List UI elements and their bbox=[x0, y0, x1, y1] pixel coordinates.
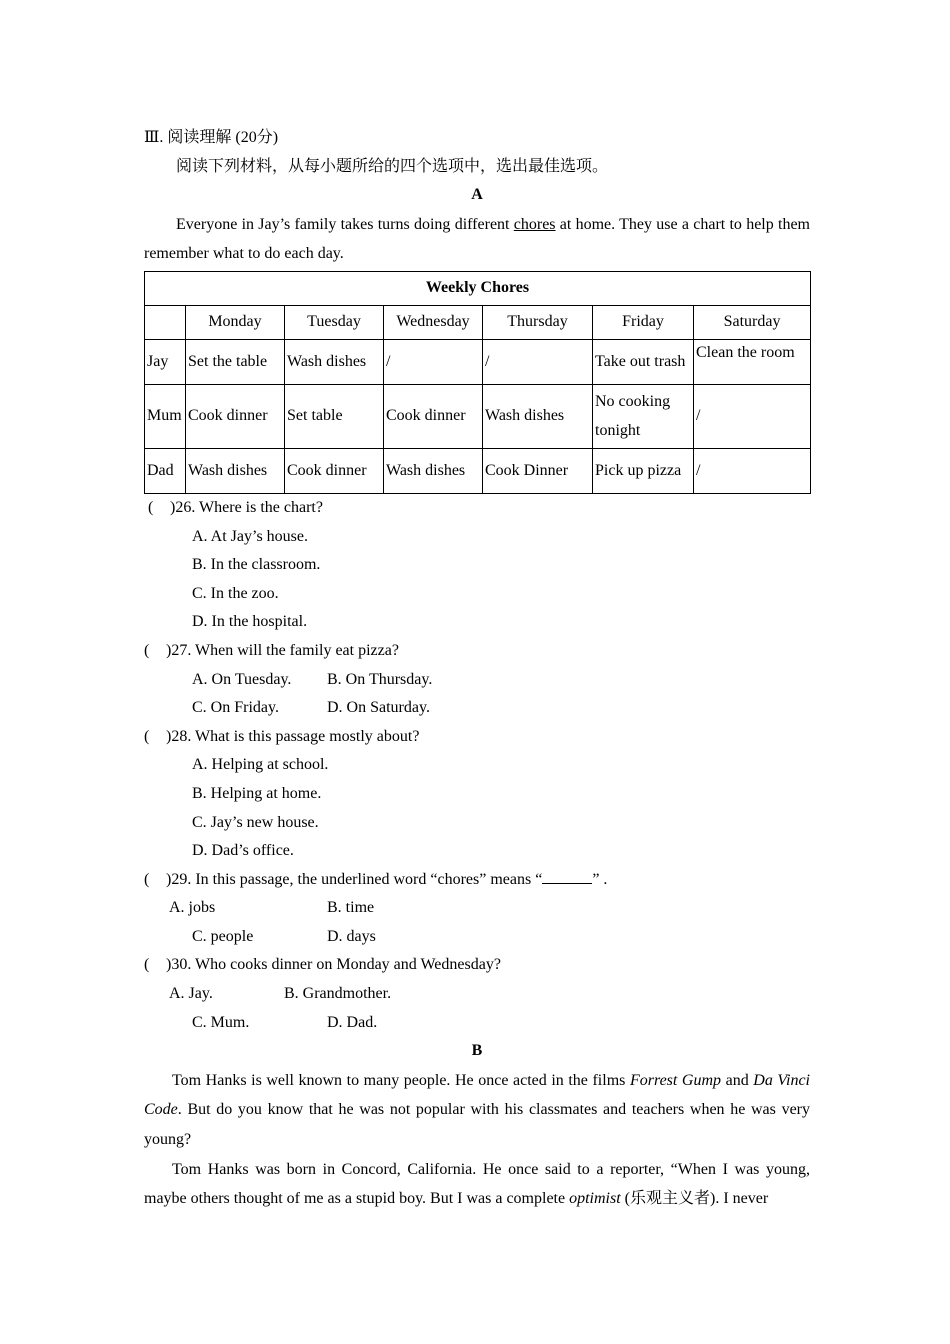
film-title: Da Vinci Code bbox=[144, 1071, 811, 1119]
day-header: Thursday bbox=[483, 305, 593, 339]
day-header: Saturday bbox=[694, 305, 811, 339]
passage-b-paragraph-1: Tom Hanks is well known to many people. He once acted in the films Forrest Gump and Da Vinci Code. But do you know that he was not popular with his classmates and teachers when he was very young? bbox=[144, 1071, 811, 1149]
option-row bbox=[144, 923, 810, 952]
question-27: ( )27. When will the family eat pizza? bbox=[144, 641, 399, 659]
question-30: ( )30. Who cooks dinner on Monday and Wednesday? bbox=[144, 956, 501, 974]
italic-word: optimist bbox=[569, 1190, 621, 1208]
answer-blank bbox=[542, 869, 592, 884]
option: B. time bbox=[327, 899, 375, 917]
row-name: Mum bbox=[145, 384, 186, 448]
section-instruction: 阅读下列材料，从每小题所给的四个选项中，选出最佳选项。 bbox=[176, 157, 609, 175]
table-row bbox=[145, 448, 811, 493]
row-name: Jay bbox=[145, 339, 186, 384]
table-cell: Wash dishes bbox=[186, 448, 285, 493]
option: D. Dad. bbox=[327, 1013, 378, 1031]
question-28: ( )28. What is this passage mostly about? bbox=[144, 727, 420, 745]
table-cell: Set table bbox=[285, 384, 384, 448]
passage-b-label: B bbox=[471, 1042, 483, 1060]
table-cell: Cook dinner bbox=[384, 384, 483, 448]
option: B. In the classroom. bbox=[192, 556, 321, 574]
document-page bbox=[144, 124, 810, 1214]
option: D. On Saturday. bbox=[327, 699, 430, 717]
table-row bbox=[145, 384, 811, 448]
underlined-word-chores: chores bbox=[513, 215, 556, 233]
option: C. Jay’s new house. bbox=[192, 813, 319, 831]
day-header: Wednesday bbox=[384, 305, 483, 339]
option: A. jobs bbox=[169, 899, 216, 917]
option-row bbox=[144, 666, 810, 695]
option: A. On Tuesday. bbox=[192, 670, 292, 688]
question-29: ( )29. In this passage, the underlined word “chores” means “ ” . bbox=[144, 870, 608, 888]
option: C. On Friday. bbox=[192, 699, 279, 717]
table-cell: / bbox=[384, 339, 483, 384]
table-cell: Cook dinner bbox=[186, 384, 285, 448]
table-cell: Wash dishes bbox=[483, 384, 593, 448]
row-name: Dad bbox=[145, 448, 186, 493]
table-header-row bbox=[145, 305, 811, 339]
table-cell: Cook Dinner bbox=[483, 448, 593, 493]
option: A. Jay. bbox=[169, 985, 213, 1003]
option: D. In the hospital. bbox=[192, 613, 308, 631]
table-title: Weekly Chores bbox=[145, 271, 811, 305]
option: D. Dad’s office. bbox=[192, 842, 294, 860]
film-title: Forrest Gump bbox=[629, 1071, 722, 1089]
table-cell: Wash dishes bbox=[285, 339, 384, 384]
option: D. days bbox=[327, 927, 376, 945]
section-title: Ⅲ. 阅读理解 (20分) bbox=[144, 129, 279, 146]
day-header: Monday bbox=[186, 305, 285, 339]
question-26: ( )26. Where is the chart? bbox=[148, 498, 323, 516]
table-cell: / bbox=[483, 339, 593, 384]
table-cell: Set the table bbox=[186, 339, 285, 384]
table-row bbox=[145, 339, 811, 384]
table-cell: Wash dishes bbox=[384, 448, 483, 493]
table-cell: / bbox=[694, 448, 811, 493]
table-title-row bbox=[145, 271, 811, 305]
option-row bbox=[144, 894, 810, 923]
option-row bbox=[144, 694, 810, 723]
option: C. Mum. bbox=[192, 1013, 250, 1031]
table-cell: Cook dinner bbox=[285, 448, 384, 493]
table-corner-cell bbox=[145, 305, 186, 339]
option: A. Helping at school. bbox=[192, 756, 329, 774]
option: C. In the zoo. bbox=[192, 584, 279, 602]
table-cell: No cooking tonight bbox=[593, 384, 694, 448]
option: B. On Thursday. bbox=[327, 670, 433, 688]
option: A. At Jay’s house. bbox=[192, 527, 308, 545]
option: B. Grandmother. bbox=[284, 985, 392, 1003]
day-header: Tuesday bbox=[285, 305, 384, 339]
table-cell: Clean the room bbox=[694, 339, 811, 384]
passage-a-intro: Everyone in Jay’s family takes turns doing different chores at home. They use a chart to help them remember what to do each day. bbox=[144, 215, 811, 263]
option-row bbox=[144, 980, 810, 1009]
table-cell: / bbox=[694, 384, 811, 448]
weekly-chores-table bbox=[144, 271, 811, 494]
table-cell: Take out trash bbox=[593, 339, 694, 384]
option: C. people bbox=[192, 927, 254, 945]
passage-a-label: A bbox=[471, 186, 483, 204]
day-header: Friday bbox=[593, 305, 694, 339]
table-cell: Pick up pizza bbox=[593, 448, 694, 493]
passage-b-paragraph-2: Tom Hanks was born in Concord, California. He once said to a reporter, “When I was young, maybe others thought of me as a stupid boy. But I was a complete optimist (乐观主义者). I never bbox=[144, 1160, 810, 1208]
option-row bbox=[144, 1009, 810, 1038]
option: B. Helping at home. bbox=[192, 784, 322, 802]
